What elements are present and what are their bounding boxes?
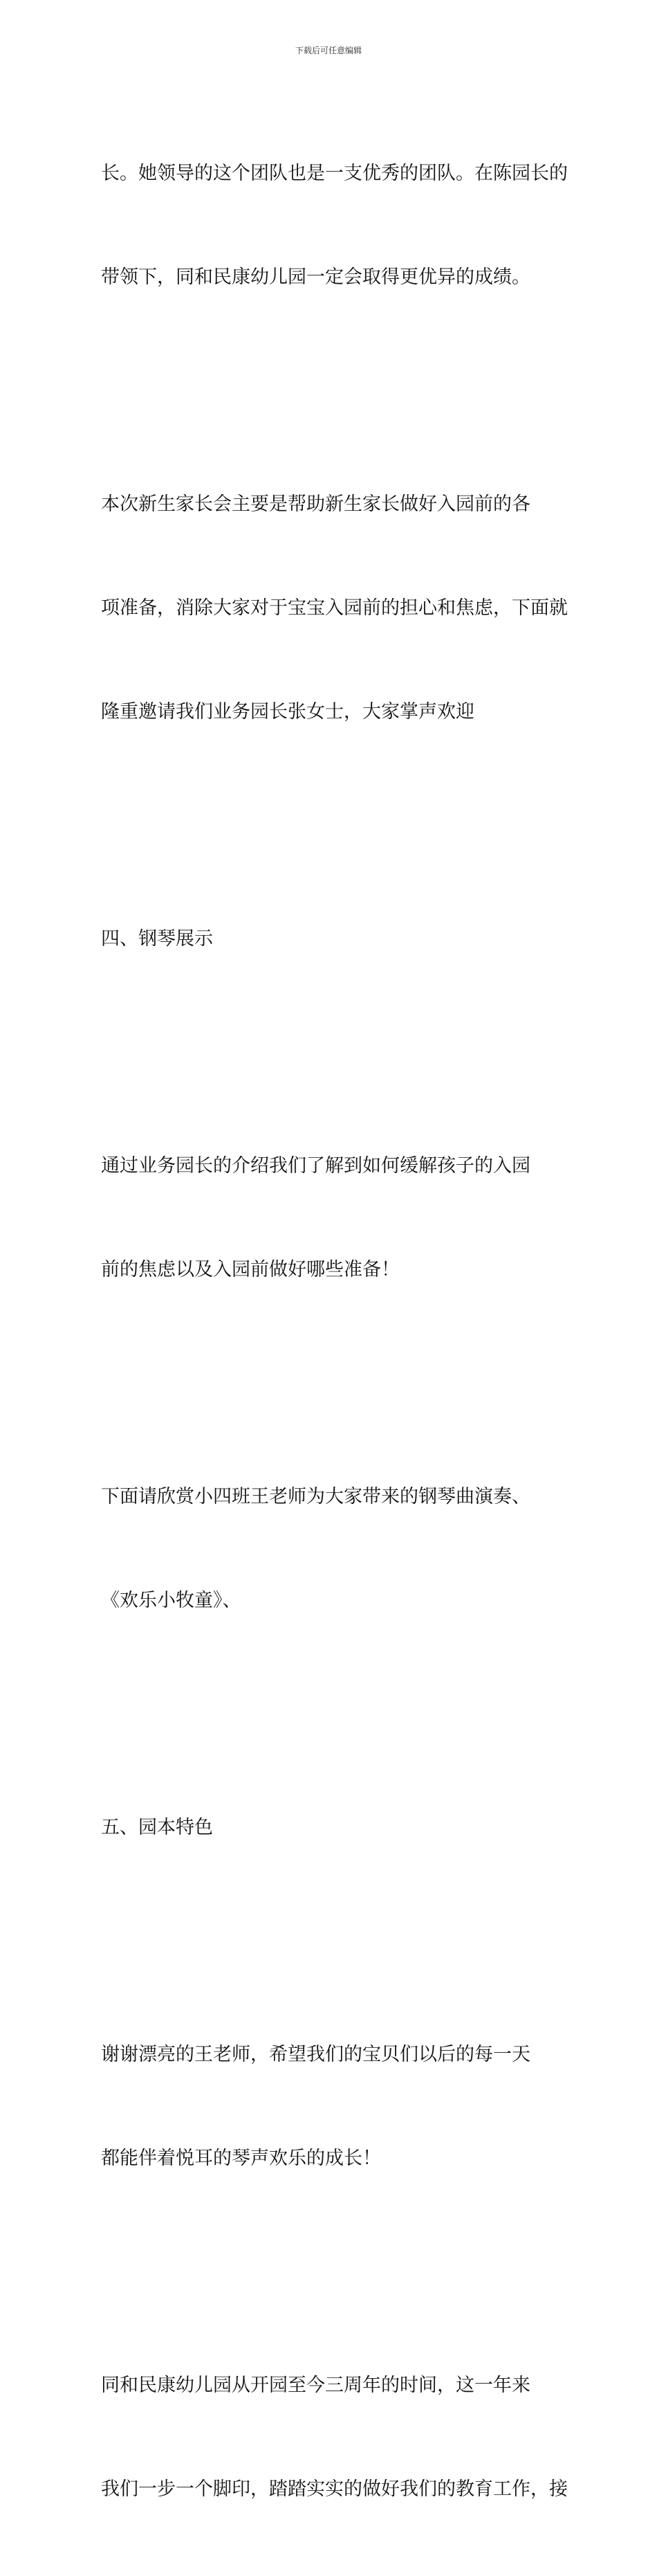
text-line: 《欢乐小牧童》、 [101,1590,241,1611]
text-line: 通过业务园长的介绍我们了解到如何缓解孩子的入园 [101,1155,530,1177]
section-heading-piano [101,853,557,1026]
text-line: 隆重邀请我们业务园长张女士，大家掌声欢迎 [101,701,474,723]
text-line: 带领下，同和民康幼儿园一定会取得更优异的成绩。 [101,266,530,288]
paragraph-5 [101,1411,557,1687]
paragraph-8 [101,2299,568,2576]
text-line: 谢谢漂亮的王老师，希望我们的宝贝们以后的每一天 [101,2044,530,2065]
text-line: 同和民康幼儿园从开园至今三周年的时间，这一年来 [101,2375,530,2396]
text-line: 项准备，消除大家对于宝宝入园前的担心和焦虑，下面就 [101,597,568,619]
section-heading-features [101,1741,557,1914]
text-line: 长。她领导的这个团队也是一支优秀的团队。在陈园长的 [101,163,568,184]
text-line: 五、园本特色 [101,1817,213,1838]
text-line: 都能伴着悦耳的琴声欢乐的成长！ [101,2148,381,2169]
text-line: 下面请欣赏小四班王老师为大家带来的钢琴曲演奏、 [101,1486,530,1507]
paragraph-2 [101,418,568,799]
paragraph-7 [101,1968,557,2245]
text-line: 我们一步一个脚印，踏踏实实的做好我们的教育工作，接 [101,2478,568,2500]
paragraph-4 [101,1080,557,1357]
text-line: 四、钢琴展示 [101,928,213,950]
paragraph-1 [101,87,568,364]
document-content [101,87,568,2576]
text-line: 前的焦虑以及入园前做好哪些准备！ [101,1259,400,1280]
text-line: 本次新生家长会主要是帮助新生家长做好入园前的各 [101,493,530,515]
page-header: 下载后可任意编辑 [295,46,362,55]
